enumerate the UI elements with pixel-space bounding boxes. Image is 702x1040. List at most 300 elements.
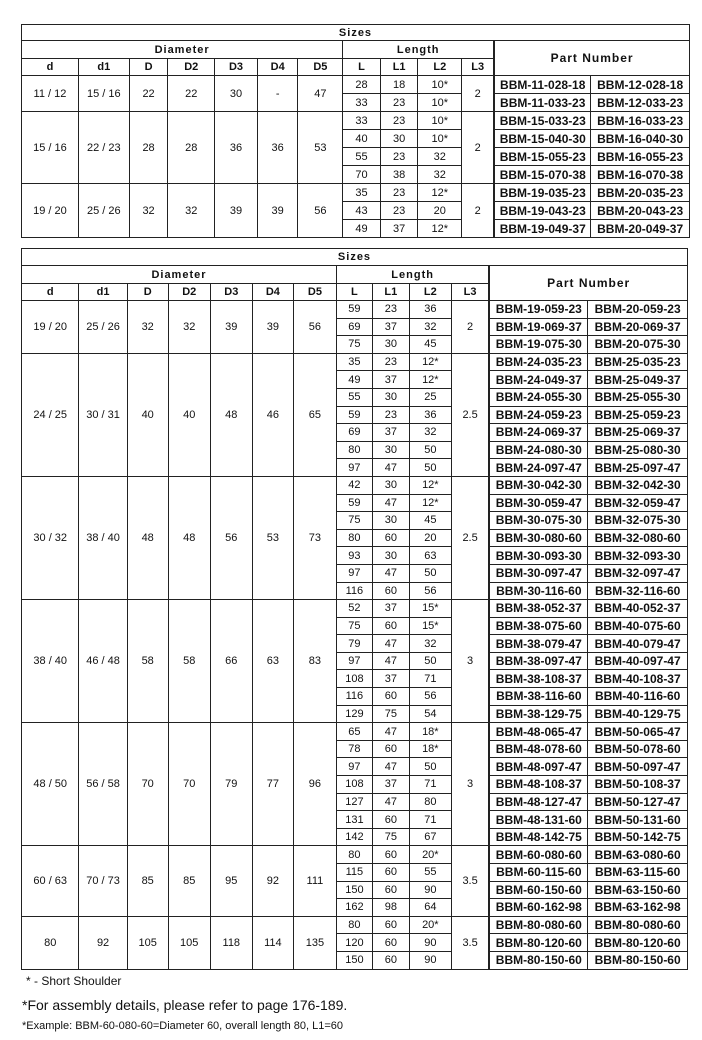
diameter-d4-cell: 92: [252, 846, 293, 916]
part-number-a: BBM-30-116-60: [489, 582, 588, 600]
diameter-d1-cell: 38 / 40: [79, 476, 127, 599]
length-l2-cell: 50: [409, 564, 451, 582]
part-number-a: BBM-48-131-60: [489, 811, 588, 829]
length-l1-cell: 23: [380, 202, 418, 220]
length-l2-cell: 64: [409, 899, 451, 917]
diameter-d1-cell: 25 / 26: [79, 301, 127, 354]
diameter-d2-cell: 28: [168, 112, 215, 184]
length-l-cell: 142: [336, 828, 372, 846]
col-header-l1: L1: [372, 284, 409, 301]
part-number-a: BBM-19-075-30: [489, 336, 588, 354]
table-row: [22, 846, 688, 864]
col-header-l2: L2: [418, 59, 462, 76]
footnote-example: *Example: BBM-60-080-60=Diameter 60, overall length 80, L1=60: [22, 1020, 344, 1032]
diameter-d2-cell: 105: [168, 916, 210, 969]
diameter-d3-cell: 30: [215, 76, 258, 112]
part-number-b: BBM-50-097-47: [588, 758, 688, 776]
length-header: Length: [343, 41, 494, 59]
part-number-b: BBM-40-116-60: [588, 688, 688, 706]
length-l-cell: 70: [343, 166, 381, 184]
diameter-d5-cell: 47: [298, 76, 343, 112]
part-number-b: BBM-32-075-30: [588, 512, 688, 530]
part-number-b: BBM-80-150-60: [588, 951, 688, 969]
length-l-cell: 69: [336, 318, 372, 336]
diameter-d3-cell: 39: [215, 184, 258, 238]
length-l2-cell: 12*: [418, 184, 462, 202]
length-l-cell: 108: [336, 670, 372, 688]
length-l2-cell: 56: [409, 688, 451, 706]
length-l-cell: 49: [343, 220, 381, 238]
table-row: [22, 353, 688, 371]
col-header-l3: L3: [451, 284, 489, 301]
part-number-b: BBM-50-131-60: [588, 811, 688, 829]
part-number-a: BBM-48-142-75: [489, 828, 588, 846]
col-header-d: d: [22, 284, 79, 301]
length-l-cell: 116: [336, 582, 372, 600]
part-number-a: BBM-38-116-60: [489, 688, 588, 706]
part-number-b: BBM-40-097-47: [588, 652, 688, 670]
length-l2-cell: 80: [409, 793, 451, 811]
length-l2-cell: 45: [409, 336, 451, 354]
diameter-d3-cell: 36: [215, 112, 258, 184]
length-l2-cell: 90: [409, 934, 451, 952]
length-l-cell: 150: [336, 951, 372, 969]
length-l1-cell: 60: [372, 951, 409, 969]
footnote-assembly: *For assembly details, please refer to page 176-189.: [22, 997, 348, 1013]
length-l1-cell: 37: [372, 776, 409, 794]
col-header-d4: D4: [252, 284, 293, 301]
part-number-b: BBM-25-097-47: [588, 459, 688, 477]
length-l1-cell: 47: [372, 494, 409, 512]
length-l2-cell: 90: [409, 881, 451, 899]
diameter-d2-cell: 32: [168, 184, 215, 238]
diameter-d1-cell: 70 / 73: [79, 846, 127, 916]
length-l2-cell: 90: [409, 951, 451, 969]
diameter-d-cell: 105: [127, 916, 168, 969]
table-row: [22, 184, 690, 202]
col-header-l3: L3: [462, 59, 495, 76]
length-l2-cell: 55: [409, 864, 451, 882]
diameter-d-cell: 15 / 16: [22, 112, 79, 184]
diameter-d-cell: 80: [22, 916, 79, 969]
part-number-a: BBM-30-093-30: [489, 547, 588, 565]
table-row: [22, 301, 688, 319]
part-number-a: BBM-38-075-60: [489, 617, 588, 635]
part-number-b: BBM-32-097-47: [588, 564, 688, 582]
length-l2-cell: 18*: [409, 723, 451, 741]
part-number-a: BBM-30-075-30: [489, 512, 588, 530]
diameter-d-cell: 11 / 12: [22, 76, 79, 112]
length-l1-cell: 23: [380, 148, 418, 166]
diameter-d-cell: 19 / 20: [22, 184, 79, 238]
length-l-cell: 65: [336, 723, 372, 741]
part-number-a: BBM-48-097-47: [489, 758, 588, 776]
part-number-a: BBM-38-097-47: [489, 652, 588, 670]
part-number-a: BBM-48-108-37: [489, 776, 588, 794]
length-l1-cell: 37: [380, 220, 418, 238]
length-l1-cell: 75: [372, 828, 409, 846]
length-l-cell: 69: [336, 424, 372, 442]
length-l-cell: 127: [336, 793, 372, 811]
part-number-a: BBM-15-033-23: [494, 112, 591, 130]
part-number-b: BBM-25-035-23: [588, 353, 688, 371]
part-number-b: BBM-12-033-23: [591, 94, 690, 112]
length-l-cell: 93: [336, 547, 372, 565]
diameter-d3-cell: 95: [210, 846, 252, 916]
length-l1-cell: 30: [372, 476, 409, 494]
length-l1-cell: 30: [372, 547, 409, 565]
table-row: [22, 600, 688, 618]
diameter-d-cell: 40: [127, 353, 168, 476]
part-number-b: BBM-40-079-47: [588, 635, 688, 653]
length-l2-cell: 67: [409, 828, 451, 846]
diameter-d-cell: 60 / 63: [22, 846, 79, 916]
length-l1-cell: 30: [372, 512, 409, 530]
part-number-b: BBM-40-052-37: [588, 600, 688, 618]
length-l-cell: 55: [336, 388, 372, 406]
part-number-a: BBM-24-035-23: [489, 353, 588, 371]
length-l2-cell: 32: [409, 424, 451, 442]
part-number-a: BBM-60-162-98: [489, 899, 588, 917]
part-number-b: BBM-40-075-60: [588, 617, 688, 635]
length-l1-cell: 60: [372, 881, 409, 899]
length-header: Length: [336, 266, 489, 284]
part-number-b: BBM-20-043-23: [591, 202, 690, 220]
part-number-b: BBM-25-080-30: [588, 441, 688, 459]
diameter-d-cell: 32: [127, 301, 168, 354]
length-l2-cell: 12*: [409, 353, 451, 371]
part-number-a: BBM-19-059-23: [489, 301, 588, 319]
length-l-cell: 59: [336, 301, 372, 319]
length-l1-cell: 23: [372, 406, 409, 424]
col-header-d3: D3: [215, 59, 258, 76]
part-number-b: BBM-50-127-47: [588, 793, 688, 811]
part-number-b: BBM-25-055-30: [588, 388, 688, 406]
part-number-b: BBM-63-150-60: [588, 881, 688, 899]
table-row: [22, 476, 688, 494]
diameter-d-cell: 58: [127, 600, 168, 723]
length-l3-cell: 2: [451, 301, 489, 354]
length-l1-cell: 23: [380, 94, 418, 112]
length-l1-cell: 47: [372, 652, 409, 670]
part-number-b: BBM-80-080-60: [588, 916, 688, 934]
length-l1-cell: 38: [380, 166, 418, 184]
diameter-d-cell: 48 / 50: [22, 723, 79, 846]
diameter-d2-cell: 32: [168, 301, 210, 354]
length-l-cell: 40: [343, 130, 381, 148]
diameter-d-cell: 85: [127, 846, 168, 916]
length-l-cell: 97: [336, 758, 372, 776]
col-header-d1: d1: [79, 284, 127, 301]
diameter-d4-cell: 77: [252, 723, 293, 846]
diameter-d4-cell: 39: [257, 184, 298, 238]
part-number-b: BBM-16-040-30: [591, 130, 690, 148]
diameter-d-cell: 28: [129, 112, 168, 184]
diameter-d4-cell: 46: [252, 353, 293, 476]
diameter-d1-cell: 46 / 48: [79, 600, 127, 723]
length-l-cell: 108: [336, 776, 372, 794]
diameter-d-cell: 48: [127, 476, 168, 599]
diameter-d1-cell: 22 / 23: [78, 112, 129, 184]
col-header-d5: D5: [298, 59, 343, 76]
diameter-d3-cell: 39: [210, 301, 252, 354]
length-l2-cell: 12*: [409, 476, 451, 494]
part-number-a: BBM-80-120-60: [489, 934, 588, 952]
part-number-a: BBM-19-049-37: [494, 220, 591, 238]
diameter-d3-cell: 48: [210, 353, 252, 476]
diameter-d3-cell: 118: [210, 916, 252, 969]
length-l2-cell: 12*: [409, 371, 451, 389]
length-l2-cell: 10*: [418, 112, 462, 130]
part-number-a: BBM-38-052-37: [489, 600, 588, 618]
length-l2-cell: 54: [409, 705, 451, 723]
length-l3-cell: 3: [451, 723, 489, 846]
part-number-a: BBM-38-108-37: [489, 670, 588, 688]
length-l2-cell: 36: [409, 406, 451, 424]
length-l1-cell: 23: [380, 184, 418, 202]
diameter-d2-cell: 22: [168, 76, 215, 112]
length-l-cell: 35: [343, 184, 381, 202]
diameter-header: Diameter: [22, 41, 343, 59]
part-number-a: BBM-24-055-30: [489, 388, 588, 406]
diameter-d-cell: 22: [129, 76, 168, 112]
length-l1-cell: 30: [372, 441, 409, 459]
length-l1-cell: 60: [372, 617, 409, 635]
part-number-a: BBM-11-033-23: [494, 94, 591, 112]
diameter-d-cell: 30 / 32: [22, 476, 79, 599]
part-number-a: BBM-60-115-60: [489, 864, 588, 882]
diameter-d3-cell: 66: [210, 600, 252, 723]
diameter-d1-cell: 25 / 26: [78, 184, 129, 238]
part-number-a: BBM-30-080-60: [489, 529, 588, 547]
length-l-cell: 52: [336, 600, 372, 618]
part-number-b: BBM-20-075-30: [588, 336, 688, 354]
length-l1-cell: 47: [372, 459, 409, 477]
part-number-b: BBM-40-129-75: [588, 705, 688, 723]
part-number-a: BBM-24-059-23: [489, 406, 588, 424]
length-l1-cell: 60: [372, 916, 409, 934]
length-l1-cell: 30: [372, 388, 409, 406]
diameter-d5-cell: 83: [293, 600, 336, 723]
length-l3-cell: 3.5: [451, 846, 489, 916]
length-l1-cell: 37: [372, 371, 409, 389]
diameter-d4-cell: 63: [252, 600, 293, 723]
part-number-b: BBM-20-049-37: [591, 220, 690, 238]
length-l3-cell: 2: [462, 112, 495, 184]
col-header-d: D: [127, 284, 168, 301]
length-l-cell: 75: [336, 336, 372, 354]
length-l2-cell: 50: [409, 459, 451, 477]
length-l2-cell: 18*: [409, 740, 451, 758]
diameter-d5-cell: 73: [293, 476, 336, 599]
part-number-a: BBM-80-150-60: [489, 951, 588, 969]
length-l-cell: 80: [336, 441, 372, 459]
part-number-b: BBM-32-116-60: [588, 582, 688, 600]
length-l1-cell: 47: [372, 723, 409, 741]
length-l3-cell: 2.5: [451, 476, 489, 599]
col-header-d2: D2: [168, 284, 210, 301]
col-header-d: D: [129, 59, 168, 76]
part-number-a: BBM-24-080-30: [489, 441, 588, 459]
part-number-a: BBM-30-059-47: [489, 494, 588, 512]
part-number-b: BBM-32-042-30: [588, 476, 688, 494]
diameter-d2-cell: 70: [168, 723, 210, 846]
part-number-a: BBM-60-080-60: [489, 846, 588, 864]
length-l-cell: 55: [343, 148, 381, 166]
length-l2-cell: 20: [418, 202, 462, 220]
col-header-d2: D2: [168, 59, 215, 76]
part-number-b: BBM-50-065-47: [588, 723, 688, 741]
length-l2-cell: 25: [409, 388, 451, 406]
part-number-a: BBM-19-035-23: [494, 184, 591, 202]
part-number-a: BBM-38-079-47: [489, 635, 588, 653]
part-number-b: BBM-50-142-75: [588, 828, 688, 846]
length-l-cell: 116: [336, 688, 372, 706]
part-number-b: BBM-20-069-37: [588, 318, 688, 336]
part-number-a: BBM-48-127-47: [489, 793, 588, 811]
part-number-header: Part Number: [489, 266, 687, 301]
diameter-d5-cell: 65: [293, 353, 336, 476]
diameter-d-cell: 70: [127, 723, 168, 846]
length-l2-cell: 15*: [409, 600, 451, 618]
diameter-d1-cell: 30 / 31: [79, 353, 127, 476]
length-l-cell: 162: [336, 899, 372, 917]
part-number-a: BBM-80-080-60: [489, 916, 588, 934]
diameter-d1-cell: 56 / 58: [79, 723, 127, 846]
length-l2-cell: 71: [409, 776, 451, 794]
length-l-cell: 33: [343, 112, 381, 130]
length-l-cell: 80: [336, 529, 372, 547]
length-l-cell: 120: [336, 934, 372, 952]
length-l3-cell: 2: [462, 184, 495, 238]
diameter-d-cell: 38 / 40: [22, 600, 79, 723]
diameter-d1-cell: 92: [79, 916, 127, 969]
length-l-cell: 97: [336, 652, 372, 670]
length-l2-cell: 12*: [409, 494, 451, 512]
length-l-cell: 75: [336, 617, 372, 635]
diameter-d4-cell: 53: [252, 476, 293, 599]
length-l3-cell: 3.5: [451, 916, 489, 969]
diameter-d5-cell: 111: [293, 846, 336, 916]
length-l-cell: 28: [343, 76, 381, 94]
length-l2-cell: 45: [409, 512, 451, 530]
length-l1-cell: 37: [372, 670, 409, 688]
table-row: [22, 723, 688, 741]
diameter-d5-cell: 96: [293, 723, 336, 846]
length-l1-cell: 23: [372, 301, 409, 319]
length-l1-cell: 37: [372, 424, 409, 442]
part-number-b: BBM-80-120-60: [588, 934, 688, 952]
length-l1-cell: 60: [372, 740, 409, 758]
length-l2-cell: 32: [409, 635, 451, 653]
length-l3-cell: 3: [451, 600, 489, 723]
col-header-l: L: [343, 59, 381, 76]
footnote-short-shoulder: * - Short Shoulder: [26, 974, 122, 988]
length-l-cell: 80: [336, 916, 372, 934]
length-l2-cell: 10*: [418, 94, 462, 112]
length-l1-cell: 60: [372, 688, 409, 706]
length-l1-cell: 60: [372, 811, 409, 829]
col-header-l1: L1: [380, 59, 418, 76]
length-l2-cell: 36: [409, 301, 451, 319]
length-l-cell: 80: [336, 846, 372, 864]
diameter-d3-cell: 79: [210, 723, 252, 846]
part-number-a: BBM-48-065-47: [489, 723, 588, 741]
part-number-a: BBM-19-069-37: [489, 318, 588, 336]
part-number-a: BBM-11-028-18: [494, 76, 591, 94]
length-l2-cell: 10*: [418, 76, 462, 94]
length-l-cell: 35: [336, 353, 372, 371]
part-number-b: BBM-20-059-23: [588, 301, 688, 319]
length-l1-cell: 60: [372, 846, 409, 864]
length-l-cell: 131: [336, 811, 372, 829]
length-l1-cell: 18: [380, 76, 418, 94]
col-header-d: d: [22, 59, 79, 76]
diameter-d2-cell: 48: [168, 476, 210, 599]
part-number-b: BBM-16-070-38: [591, 166, 690, 184]
col-header-l2: L2: [409, 284, 451, 301]
length-l1-cell: 47: [372, 793, 409, 811]
part-number-a: BBM-19-043-23: [494, 202, 591, 220]
length-l-cell: 97: [336, 564, 372, 582]
length-l-cell: 129: [336, 705, 372, 723]
length-l1-cell: 75: [372, 705, 409, 723]
length-l3-cell: 2.5: [451, 353, 489, 476]
part-number-b: BBM-12-028-18: [591, 76, 690, 94]
length-l1-cell: 98: [372, 899, 409, 917]
length-l2-cell: 50: [409, 758, 451, 776]
part-number-b: BBM-20-035-23: [591, 184, 690, 202]
part-number-b: BBM-32-059-47: [588, 494, 688, 512]
length-l2-cell: 20*: [409, 846, 451, 864]
length-l2-cell: 50: [409, 652, 451, 670]
length-l1-cell: 23: [380, 112, 418, 130]
length-l1-cell: 37: [372, 318, 409, 336]
length-l-cell: 115: [336, 864, 372, 882]
length-l2-cell: 12*: [418, 220, 462, 238]
part-number-a: BBM-38-129-75: [489, 705, 588, 723]
diameter-d4-cell: -: [257, 76, 298, 112]
length-l2-cell: 71: [409, 670, 451, 688]
length-l2-cell: 32: [409, 318, 451, 336]
part-number-a: BBM-15-055-23: [494, 148, 591, 166]
length-l2-cell: 10*: [418, 130, 462, 148]
sizes-header: Sizes: [22, 25, 690, 41]
length-l-cell: 79: [336, 635, 372, 653]
part-number-a: BBM-30-097-47: [489, 564, 588, 582]
length-l2-cell: 20*: [409, 916, 451, 934]
diameter-d4-cell: 114: [252, 916, 293, 969]
length-l-cell: 49: [336, 371, 372, 389]
length-l2-cell: 15*: [409, 617, 451, 635]
sizes-table-2: [21, 248, 688, 970]
part-number-a: BBM-15-070-38: [494, 166, 591, 184]
length-l2-cell: 50: [409, 441, 451, 459]
part-number-a: BBM-15-040-30: [494, 130, 591, 148]
part-number-b: BBM-63-080-60: [588, 846, 688, 864]
table-row: [22, 76, 690, 94]
diameter-d-cell: 32: [129, 184, 168, 238]
length-l-cell: 150: [336, 881, 372, 899]
part-number-b: BBM-50-078-60: [588, 740, 688, 758]
part-number-a: BBM-24-097-47: [489, 459, 588, 477]
length-l2-cell: 20: [409, 529, 451, 547]
part-number-b: BBM-25-049-37: [588, 371, 688, 389]
col-header-d5: D5: [293, 284, 336, 301]
length-l-cell: 59: [336, 406, 372, 424]
part-number-b: BBM-32-080-60: [588, 529, 688, 547]
length-l1-cell: 60: [372, 864, 409, 882]
